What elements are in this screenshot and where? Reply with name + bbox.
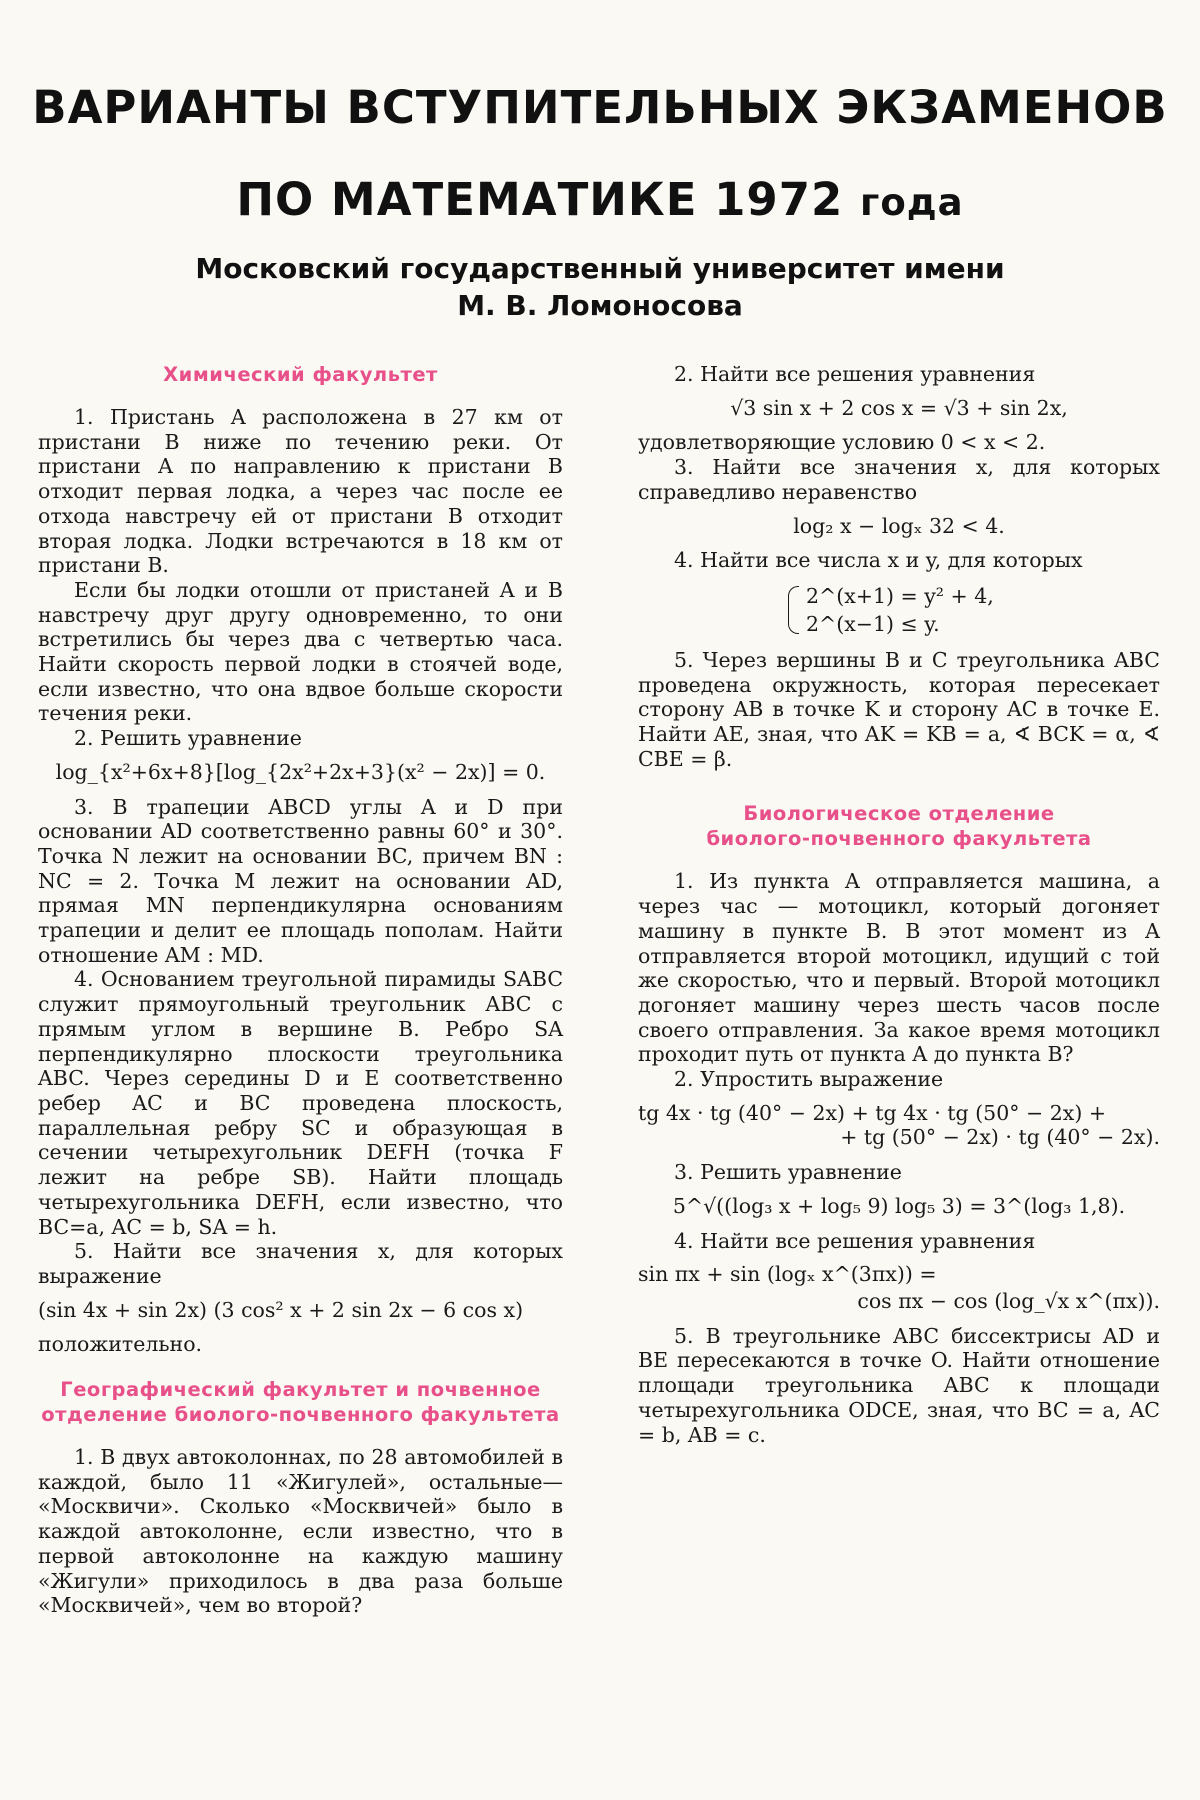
right-column <box>638 362 1160 1447</box>
chem-problem-4: 4. Основанием треугольной пирамиды SABC служит прямоугольный треугольник ABC с прямым углом в вершине B. Ребро SA перпендикулярно плоскости треугольника ABC. Через середины D и E соответственно ребер AC и BC проведена плоскость, параллельная ребру SC и образующая в сечении четырехугольник DEFH (точка F лежит на ребре SB). Найти площадь четырехугольника DEFH, если известно, что BC=a, AC = b, SA = h. <box>38 967 563 1239</box>
bio-problem-2-formula-line-1: tg 4x · tg (40° − 2x) + tg 4x · tg (50° − 2x) + <box>638 1100 1107 1125</box>
chem-problem-2b-formula: √3 sin x + 2 cos x = √3 + sin 2x, <box>730 395 1068 420</box>
left-column <box>38 362 563 1618</box>
bio-problem-4-formula-line-1: sin πx + sin (logₓ x^(3πx)) = <box>638 1262 937 1287</box>
chem-problem-3b: 3. Найти все значения x, для которых справедливо неравенство <box>638 455 1160 504</box>
section-heading-chemistry: Химический факультет <box>163 363 438 386</box>
chem-problem-5: 5. Найти все значения x, для которых выражение <box>38 1239 563 1288</box>
geo-problem-1: 1. В двух автоколоннах, по 28 автомобилей в каждой, было 11 «Жигулей», остальные— «Москвичи». Сколько «Москвичей» было в каждой автоколонне, если известно, что в первой автоколонне на каждую машину «Жигули» приходилось в два раза больше «Москвичей», чем во второй? <box>38 1445 563 1618</box>
chem-problem-4b-system <box>638 582 1160 638</box>
chem-problem-3b-formula: log₂ x − logₓ 32 < 4. <box>793 513 1005 538</box>
system-eq-1: 2^(x+1) = y² + 4, <box>806 583 994 608</box>
page-title <box>0 62 1200 249</box>
chem-problem-5b: 5. Через вершины B и C треугольника ABC проведена окружность, которая пересекает сторону AB в точке K и сторону AC в точке E. Найти AE, зная, что AK = KB = a, ∢ BCK = α, ∢ CBE = β. <box>638 647 1160 771</box>
bio-problem-1: 1. Из пункта A отправляется машина, а через час — мотоцикл, который догоняет машину в пункте B. В этот момент из A отправляется второй мотоцикл, идущий с той же скоростью, что и первый. Второй мотоцикл догоняет машину через шесть часов после своего отправления. За какое время мотоцикл проходит путь от пункта A до пункта B? <box>638 869 1160 1067</box>
chem-problem-3: 3. В трапеции ABCD углы A и D при основании AD соответственно равны 60° и 30°. Точка N лежит на основании BC, причем BN : NC = 2. Точка M лежит на основании AD, прямая MN перпендикулярна основаниям трапеции и делит ее площадь пополам. Найти отношение AM : MD. <box>38 794 563 967</box>
chem-problem-2-formula: log_{x²+6x+8}[log_{2x²+2x+3}(x² − 2x)] = 0. <box>55 759 546 784</box>
chem-problem-2b: 2. Найти все решения уравнения <box>674 362 1036 386</box>
bio-problem-3-formula: 5^√((log₃ x + log₅ 9) log₅ 3) = 3^(log₃ 1,8). <box>672 1193 1126 1218</box>
bio-problem-4: 4. Найти все решения уравнения <box>674 1228 1036 1253</box>
title-line-2 <box>0 154 1200 249</box>
bio-problem-5: 5. В треугольнике ABC биссектрисы AD и BE пересекаются в точке O. Найти отношение площади треугольника ABC к площади четырехугольника ODCE, зная, что BC = a, AC = b, AB = c. <box>638 1323 1160 1447</box>
chem-problem-4b: 4. Найти все числа x и y, для которых <box>674 548 1083 573</box>
university-heading <box>0 250 1200 324</box>
chem-problem-2: 2. Решить уравнение <box>74 726 302 751</box>
bio-problem-2: 2. Упростить выражение <box>674 1067 944 1092</box>
chem-problem-1-cont: Если бы лодки отошли от пристаней A и B навстречу друг другу одновременно, то они встретились бы через два с четвертью часа. Найти скорость первой лодки в стоячей воде, если известно, что она вдвое больше скорости течения реки. <box>38 577 563 726</box>
university-line-2: М. В. Ломоносова <box>457 289 743 322</box>
bio-problem-4-formula-line-2: cos πx − cos (log_√x x^(πx)). <box>857 1288 1160 1313</box>
chem-problem-5-cont: положительно. <box>38 1332 203 1357</box>
system-eq-2: 2^(x−1) ≤ y. <box>806 611 940 636</box>
title-line-1: ВАРИАНТЫ ВСТУПИТЕЛЬНЫХ ЭКЗАМЕНОВ <box>32 81 1168 134</box>
section-heading-biology: Биологическое отделение биолого-почвенного факультета <box>706 802 1092 851</box>
bio-problem-3: 3. Решить уравнение <box>674 1160 902 1185</box>
chem-problem-1: 1. Пристань A расположена в 27 км от пристани B ниже по течению реки. От пристани A по направлению к пристани B отходит первая лодка, а через час после ее отхода навстречу ей от пристани B отходит вторая лодка. Лодки встречаются в 18 км от пристани B. <box>38 405 563 578</box>
title-line-2-year: года <box>860 181 964 224</box>
university-line-1: Московский государственный университет имени <box>195 252 1005 285</box>
chem-problem-5-formula: (sin 4x + sin 2x) (3 cos² x + 2 sin 2x − 6 cos x) <box>38 1297 524 1322</box>
chem-problem-2b-cont: удовлетворяющие условию 0 < x < 2. <box>638 430 1046 455</box>
title-line-2-main: ПО МАТЕМАТИКЕ 1972 <box>236 173 844 226</box>
section-heading-geography: Географический факультет и почвенное отделение биолого-почвенного факультета <box>41 1378 560 1427</box>
bio-problem-2-formula-line-2: + tg (50° − 2x) · tg (40° − 2x). <box>840 1125 1160 1150</box>
